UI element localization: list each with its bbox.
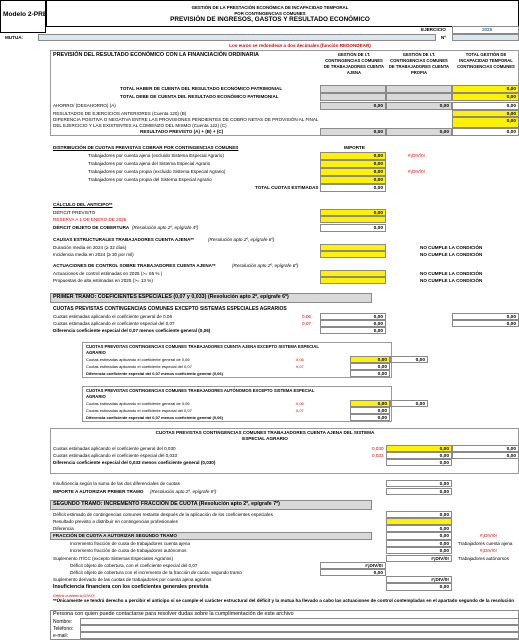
- insuf-value: 0,00: [386, 480, 452, 487]
- block-autonomos-v1b: 0,00: [390, 400, 428, 407]
- footer-deficit-note: Déficit cubierto: [53, 593, 80, 598]
- tramo2-r6: Incremento fracción de cuota de trabajadores autónomos: [70, 548, 187, 553]
- tramo1-r3: Diferencia coeficiente especial del 0,07 menos coeficiente general (0,06): [53, 328, 211, 333]
- dist-value-4[interactable]: 0,00: [320, 176, 386, 184]
- block-ajena-k1: 0,06: [296, 357, 304, 362]
- supl-r2: Déficit objeto de cobertura, con el coeficiente especial del 0,07: [70, 563, 198, 568]
- block-agrario-v1b: 0,00: [452, 445, 519, 452]
- tramo2-f2[interactable]: [386, 518, 452, 525]
- supl-r4: Suplemento derivado de las cuotas de trabajadores por cuenta ajena agrarios: [53, 577, 212, 582]
- block-agrario-k2: 0,033: [372, 453, 384, 458]
- tramo2-side1: Trabajadores cuenta ajena: [458, 541, 513, 546]
- contact-email-label: e-mail:: [53, 633, 69, 639]
- modelo-label: Modelo 2-PRE: [3, 11, 48, 18]
- block-autonomos-title: CUOTAS PREVISTAS CONTINGENCIAS COMUNES TRABAJADORES AUTÓNOMOS EXCEPTO SISTEMA ESPECIAL AGRARIO: [86, 388, 315, 399]
- tramo2-v4: 0,00: [386, 532, 452, 540]
- contact-nombre-label: Nombre:: [53, 619, 73, 625]
- debe-total[interactable]: 0,00: [452, 93, 519, 101]
- block-ajena-title: CUOTAS PREVISTAS CONTINGENCIAS COMUNES TRABAJADORES CUENTA AJENA EXCEPTO SISTEMA ESPECIAL AGRARIO: [86, 344, 319, 355]
- row-total-haber: TOTAL HABER DE CUENTA DEL RESULTADO ECONÓMICO PATRIMONIAL: [120, 86, 283, 91]
- anticipo-title: CÁLCULO DEL ANTICIPO**: [53, 202, 113, 207]
- ahorro-ajena: 0,00: [320, 102, 386, 110]
- ejercicio-value: 2025: [482, 27, 493, 32]
- block-ajena-v1b: 0,00: [390, 356, 428, 363]
- haber-c1: [320, 85, 386, 93]
- contact-title: Persona con quien puede contactarse para resolver dudas sobre la cumplimentación de este archivo: [53, 611, 294, 617]
- supl-r3: Déficit objeto de cobertura con el incremento de la fracción de cuota: segundo tramo: [70, 570, 242, 575]
- contact-telefono-label: Teléfono:: [53, 626, 74, 632]
- importe1-label: IMPORTE A AUTORIZAR PRIMER TRAMO: [53, 489, 144, 494]
- tramo2-r4: FRACCIÓN DE CUOTA A AUTORIZAR SEGUNDO TRAMO: [53, 533, 177, 538]
- cobertura-label: DÉFICIT OBJETO DE COBERTURA: [53, 225, 130, 230]
- tramo1-sub: CUOTAS PREVISTAS CONTINGENCIAS COMUNES EXCEPTO SISTEMAS ESPECIALES AGRARIOS: [53, 306, 287, 312]
- block-agrario-r2: Cuotas estimadas aplicando el coeficiente especial del 0,033: [53, 453, 178, 458]
- row-total-debe: TOTAL DEBE DE CUENTA DEL RESULTADO ECONÓMICO PATRIMONIAL: [120, 94, 279, 99]
- block-autonomos-r3: Diferencia coeficiente especial del 0,07 menos coeficiente general (0,06): [86, 415, 223, 420]
- mutua-label: MUTUA:: [5, 35, 24, 40]
- duracion-label: Duración media en 2024 (≥ 32 días): [53, 245, 127, 250]
- block-autonomos-k2: 0,07: [296, 408, 304, 413]
- col-total-header: TOTAL GESTIÓN DE INCAPACIDAD TEMPORAL CONTINGENCIAS COMUNES: [457, 52, 515, 69]
- numero-label: Nº: [441, 35, 446, 40]
- col-ajena-header: GESTIÓN DE I.T. CONTINGENCIAS COMUNES DE TRABAJADORES CUENTA AJENA: [323, 52, 385, 75]
- ahorro-total: 0,00: [452, 102, 519, 110]
- supl-side: Trabajadores autónomos: [458, 556, 509, 561]
- tramo2-v1: 0,00: [386, 511, 452, 518]
- tramo1-r1: Cuotas estimadas aplicando el coeficiente general de 0,06: [53, 314, 173, 319]
- supl-v2: #¡DIV/0!: [320, 562, 386, 569]
- supl-r1: Suplemento IT/CC (excepto Sistemas Especiales Agrarios): [53, 556, 173, 561]
- block-autonomos-v3: 0,00: [350, 414, 390, 421]
- tramo1-r2: Cuotas estimadas aplicando el coeficiente especial del 0,07: [53, 321, 175, 326]
- block-ajena-r3: Diferencia coeficiente especial del 0,07 menos coeficiente general (0,06): [86, 371, 223, 376]
- resultado-ajena: 0,00: [320, 128, 386, 136]
- col-propia-header: GESTIÓN DE I.T. CONTINGENCIAS COMUNES DE TRABAJADORES CUENTA PROPIA: [388, 52, 450, 75]
- actuaciones-title: ACTUACIONES DE CONTROL SOBRE TRABAJADORES CUENTA AJENA**: [53, 263, 216, 268]
- actuaciones-cond2: NO CUMPLE LA CONDICIÓN: [420, 278, 483, 283]
- dist-row-4: Trabajadores por cuenta propia del Sistema Especial Agrario: [88, 177, 212, 182]
- actuaciones-note: (Resolución apto 2º, epígrafe 6º): [232, 263, 299, 268]
- block-agrario-title: CUOTAS PREVISTAS CONTINGENCIAS COMUNES TRABAJADORES CUENTA AJENA DEL SISTEMA ESPECIAL AGRARIO: [155, 430, 375, 441]
- dist-row-3: Trabajadores por cuenta propia (excluido Sistema Especial Agrario): [88, 169, 226, 174]
- dist-value-2[interactable]: 0,00: [320, 160, 386, 168]
- tramo1-v2a: 0,00: [320, 320, 386, 327]
- tramo1-v1a: 0,00: [320, 313, 386, 320]
- estructurales-title: CAUSAS ESTRUCTURALES TRABAJADORES CUENTA AJENA**: [53, 237, 194, 242]
- block-agrario-r1: Cuotas estimadas aplicando el coeficiente general del 0,030: [53, 446, 176, 451]
- tramo2-r3: Diferencia: [53, 526, 74, 531]
- block-autonomos-v2: 0,00: [350, 407, 390, 414]
- insuf-label: Insuficiencia según la suma de las dos diferenciales de cuotas: [53, 481, 180, 486]
- actuaciones-cond1: NO CUMPLE LA CONDICIÓN: [420, 271, 483, 276]
- tramo2-r5: Incremento fracción de cuota de trabajadores cuenta ajena: [70, 541, 191, 546]
- header-line1: GESTIÓN DE LA PRESTACIÓN ECONÓMICA DE INCAPACIDAD TEMPORAL: [191, 5, 349, 10]
- row-ahorro: AHORRO/ (DESAHORRO) (A): [53, 103, 116, 108]
- row-diferencia: DIFERENCIA POSITIVA O NEGATIVA ENTRE LAS PROVISIONES PENDIENTES DE COBRO NETAS DE PROVISIÓN AL FINAL DEL EJERCICIO Y LAS EXISTENTES AL COMIENZO DEL MISMO (Cuenta 122) (C): [53, 117, 319, 128]
- rounding-note: Los euros se redondean a dos decimales (función REDONDEAR): [229, 43, 371, 48]
- importe1-value: 0,00: [386, 488, 452, 495]
- tramo1-title: PRIMER TRAMO: COEFICIENTES ESPECIALES (0,07 y 0,033) (Resolución apto 2º, epígrafe 6º): [53, 294, 289, 300]
- anteriores-total[interactable]: 0,00: [452, 110, 519, 117]
- tramo1-v3: 0,00: [320, 327, 386, 334]
- section1-title: PREVISIÓN DEL RESULTADO ECONÓMICO CON LA FINANCIACIÓN ORDINARIA: [53, 52, 259, 58]
- incidencia-field[interactable]: [320, 251, 386, 258]
- tramo1-k1: 0,06: [302, 314, 311, 319]
- mutua-field[interactable]: [38, 34, 436, 41]
- block-ajena-r1: Cuotas estimadas aplicando el coeficiente general de 0,06: [86, 357, 190, 362]
- contact-telefono-field[interactable]: [80, 625, 519, 632]
- block-agrario-k1: 0,030: [372, 446, 384, 451]
- block-ajena-v1[interactable]: 0,00: [350, 356, 390, 363]
- resultado-propia: 0,00: [386, 128, 452, 136]
- block-autonomos-v1[interactable]: 0,00: [350, 400, 390, 407]
- contact-nombre-field[interactable]: [80, 618, 519, 625]
- supl-v5: 0,00: [386, 583, 452, 591]
- dist-total: 0,00: [320, 184, 386, 192]
- block-autonomos-r1: Cuotas estimadas aplicando el coeficiente general de 0,06: [86, 401, 190, 406]
- dist-total-label: TOTAL CUOTAS ESTIMADAS: [255, 185, 319, 190]
- cobertura-value: 0,00: [320, 224, 386, 232]
- row-anteriores: RESULTADOS DE EJERCICIOS ANTERIORES (Cuenta 120) (B): [53, 111, 187, 116]
- tramo1-k2: 0,07: [302, 321, 311, 326]
- tramo2-title: SEGUNDO TRAMO: INCREMENTO FRACCIÓN DE CUOTA (Resolución apto 2º, epígrafe 7º): [53, 501, 280, 507]
- haber-c2: [386, 85, 452, 93]
- tramo2-v6: 0,00: [386, 547, 452, 554]
- title-box: [46, 0, 519, 27]
- block-agrario-r3: Diferencia coeficiente especial del 0,033 menos coeficiente general (0,030): [53, 460, 216, 465]
- dist-row-1: Trabajadores por cuenta ajena (excluido Sistema Especial Agrario): [88, 153, 224, 158]
- block-ajena-v2: 0,00: [350, 363, 390, 370]
- resultado-total: 0,00: [452, 128, 519, 136]
- tramo1-v1b: 0,00: [452, 313, 519, 320]
- importe1-note: (Resolución apto 2º, epígrafe 6º): [150, 489, 217, 494]
- reserva-field[interactable]: [320, 216, 386, 223]
- block-autonomos-k1: 0,06: [296, 401, 304, 406]
- block-agrario-v3: 0,00: [386, 459, 452, 466]
- block-autonomos-r2: Cuotas estimadas aplicando el coeficiente especial del 0,07: [86, 408, 192, 413]
- diferencia-total[interactable]: 0,00: [452, 117, 519, 128]
- contact-email-field[interactable]: [80, 632, 519, 639]
- dist-err-1: #¡DIV/0!: [408, 153, 425, 158]
- block-ajena-k2: 0,07: [296, 364, 304, 369]
- distribucion-title: DISTRIBUCIÓN DE CUOTAS PREVISTAS COBRAR POR CONTINGENCIAS COMUNES: [53, 145, 239, 150]
- dist-value-1[interactable]: 0,00: [320, 152, 386, 160]
- tramo2-r2: Resultado previsto a distribuir en contingencias profesionales: [53, 519, 178, 524]
- duracion-field[interactable]: [320, 244, 386, 251]
- block-ajena-r2: Cuotas estimadas aplicando el coeficiente especial del 0,07: [86, 364, 192, 369]
- incidencia-cond: NO CUMPLE LA CONDICIÓN: [420, 252, 483, 257]
- supl-v1: #¡DIV/0!: [386, 555, 452, 562]
- ahorro-propia: 0,00: [386, 102, 452, 110]
- dist-err-3: #¡DIV/0!: [408, 169, 425, 174]
- dist-value-3[interactable]: 0,00: [320, 168, 386, 176]
- duracion-cond: NO CUMPLE LA CONDICIÓN: [420, 245, 483, 250]
- header-title: PREVISIÓN DE INGRESOS, GASTOS Y RESULTADO ECONÓMICO: [170, 16, 370, 23]
- actuaciones-f1[interactable]: [320, 270, 386, 277]
- cobertura-note: (Resolución apto 2º, epígrafe 4º): [132, 225, 199, 230]
- row-resultado: RESULTADO PREVISTO (A) + (B) + (C): [140, 129, 224, 134]
- actuaciones-f2[interactable]: [320, 277, 386, 284]
- actuaciones-r2: Propuestas de alta estimadas en 2025 (>= 13 %): [53, 278, 153, 283]
- debe-c1: [320, 93, 386, 101]
- tramo1-v2b: 0,00: [452, 320, 519, 327]
- footer-deficit-err: #¡DIV/0!: [80, 593, 95, 598]
- header-line2: POR CONTINGENCIAS COMUNES: [234, 11, 306, 16]
- block-agrario-v2: 0,00: [386, 452, 452, 459]
- supl-v3: 0,00: [320, 569, 386, 576]
- debe-c2: [386, 93, 452, 101]
- tramo2-v5: 0,00: [386, 540, 452, 547]
- tramo2-v3: 0,00: [386, 525, 452, 532]
- importe-header: IMPORTE: [344, 145, 365, 150]
- dist-row-2: Trabajadores por cuenta ajena del Sistema Especial Agrario: [88, 161, 211, 166]
- deficit-previsto-label: DÉFICIT PREVISTO: [53, 210, 96, 215]
- actuaciones-r1: Actuaciones de control estimadas en 2025 (>= 65 % ): [53, 271, 163, 276]
- haber-total[interactable]: 0,00: [452, 85, 519, 93]
- incidencia-label: Incidencia media en 2024 (≥ 30 por mil): [53, 252, 134, 257]
- ejercicio-label: EJERCICIO: [421, 27, 446, 32]
- block-ajena-v3: 0,00: [350, 370, 390, 377]
- block-agrario-v2b: 0,00: [452, 452, 519, 459]
- supl-r5: Insuficiencia financiera con los coeficientes generales prevista: [53, 584, 209, 590]
- deficit-previsto[interactable]: 0,00: [320, 209, 386, 216]
- tramo2-r1: Déficit estimado de contingencias comunes restante después de la aplicación de los coeficientes especiales: [53, 512, 273, 517]
- estructurales-note: (Resolución apto 2º, epígrafe 6º): [208, 237, 275, 242]
- footer-note: **Únicamente se tendrá derecho a percibir el anticipo si se cumple el carácter estructural del déficit y la mutua ha llevado a cabo las actuaciones de control contempladas en el apartado segundo de la resolución: [53, 598, 515, 603]
- tramo2-err-side: #¡DIV/0!: [480, 548, 497, 553]
- numero-field[interactable]: [452, 34, 519, 41]
- supl-v4: #¡DIV/0!: [386, 576, 452, 583]
- block-agrario-v1[interactable]: 0,00: [386, 445, 452, 452]
- tramo2-err: #¡DIV/0!: [480, 533, 497, 538]
- reserva-label: RESERVA A 1 DE ENERO DE 2025: [53, 217, 127, 222]
